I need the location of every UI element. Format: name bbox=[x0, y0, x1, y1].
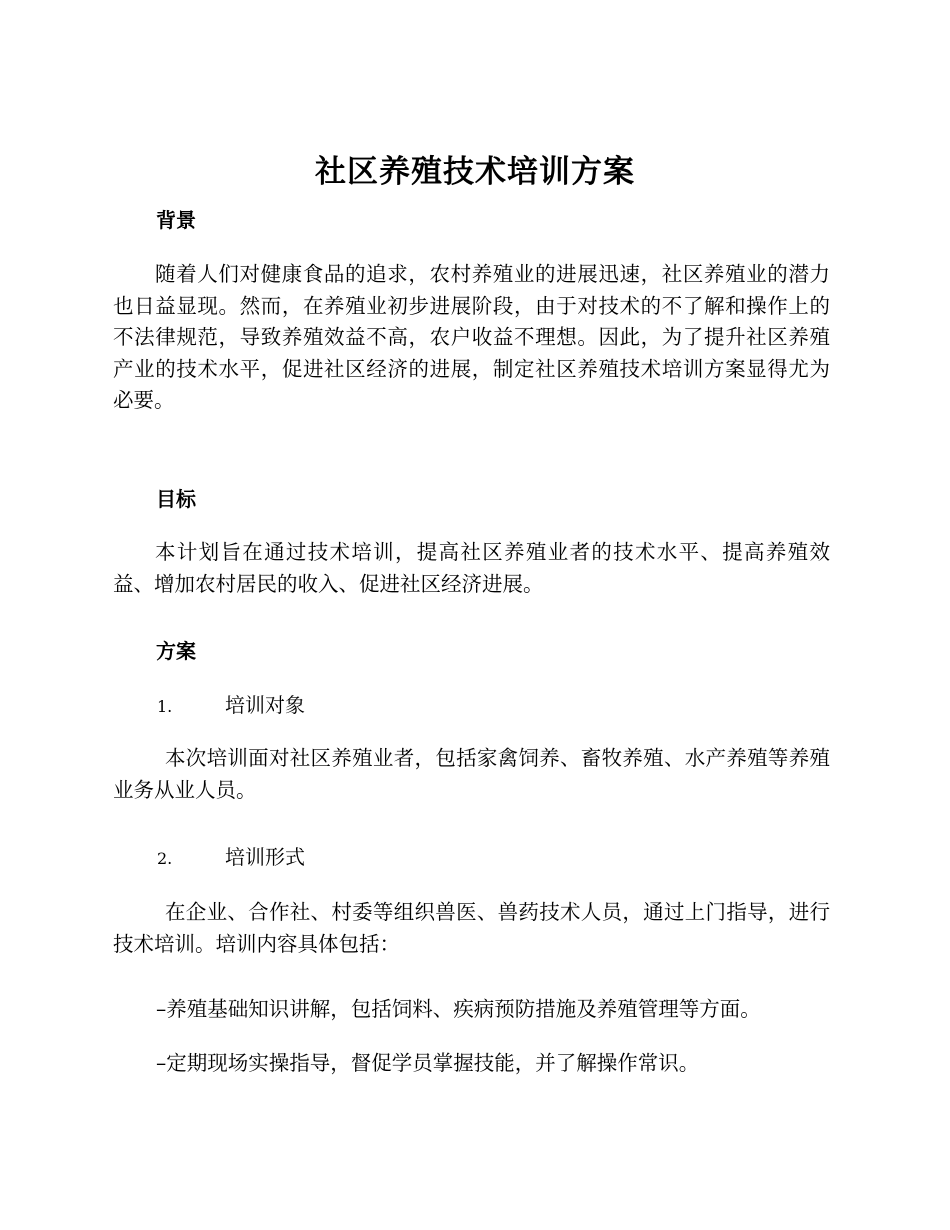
plan-item-1-paragraph bbox=[113, 743, 830, 806]
plan-item-2-text: 在企业、合作社、村委等组织兽医、兽药技术人员，通过上门指导，进行技术培训。培训内容具体包括： bbox=[113, 900, 830, 956]
section-heading-goal: 目标 bbox=[156, 487, 196, 511]
document-title: 社区养殖技术培训方案 bbox=[315, 154, 635, 190]
plan-item-2-heading bbox=[157, 843, 305, 873]
plan-item-number: 2. bbox=[157, 849, 173, 868]
plan-item-1-text: 本次培训面对社区养殖业者，包括家禽饲养、畜牧养殖、水产养殖等养殖业务从业人员。 bbox=[113, 746, 830, 802]
background-paragraph bbox=[113, 259, 830, 417]
plan-bullet-2: –定期现场实操指导，督促学员掌握技能，并了解操作常识。 bbox=[156, 1051, 700, 1075]
goal-paragraph bbox=[113, 537, 830, 600]
plan-item-2-paragraph bbox=[113, 897, 830, 960]
plan-item-1-heading bbox=[157, 691, 305, 721]
background-text: 随着人们对健康食品的追求，农村养殖业的进展迅速，社区养殖业的潜力也日益显现。然而，在养殖业初步进展阶段，由于对技术的不了解和操作上的不法律规范，导致养殖效益不高，农户收益不理想。因此，为了提升社区养殖产业的技术水平，促进社区经济的进展，制定社区养殖技术培训方案显得尤为必要。 bbox=[113, 262, 830, 412]
section-heading-background: 背景 bbox=[156, 208, 196, 232]
plan-item-number: 1. bbox=[157, 697, 173, 716]
plan-item-title: 培训形式 bbox=[225, 845, 305, 869]
section-heading-plan: 方案 bbox=[156, 639, 196, 663]
plan-item-title: 培训对象 bbox=[225, 693, 305, 717]
goal-text: 本计划旨在通过技术培训，提高社区养殖业者的技术水平、提高养殖效益、增加农村居民的收入、促进社区经济进展。 bbox=[113, 540, 830, 596]
plan-bullet-1: –养殖基础知识讲解，包括饲料、疾病预防措施及养殖管理等方面。 bbox=[156, 997, 761, 1021]
